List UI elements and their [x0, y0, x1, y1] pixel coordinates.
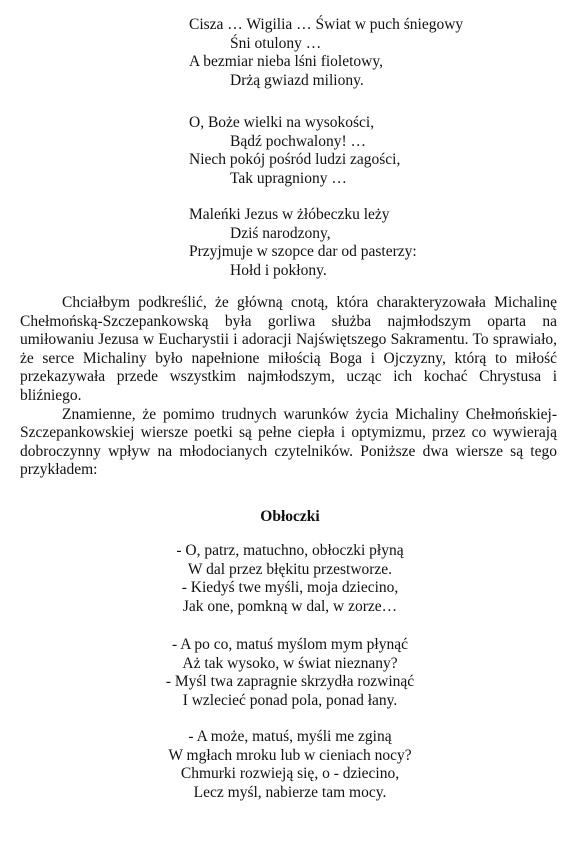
verse-line: W mgłach mroku lub w cieniach nocy?: [168, 746, 412, 764]
verse-line: Aż tak wysoko, w świat nieznany?: [182, 654, 398, 672]
verse-line: - A po co, matuś myślom mym płynąć: [172, 636, 408, 653]
verse-line: - Myśl twa zapragnie skrzydła rozwinąć: [165, 673, 415, 691]
prose-paragraph: Znamienne, że pomimo trudnych warunków życia Michaliny Chełmońskiej-Szczepankowskiej wiersze poetki są pełne ciepła i optymizmu, przez co wywierają dobroczynny wpływ na młodocianych czytelników. Poniższe dwa wiersze są tego przykładem:: [20, 405, 557, 479]
verse-line: Cisza … Wigilia … Świat w puch śniegowy: [189, 16, 464, 33]
verse-line: - Kiedyś twe myśli, moja dziecino,: [181, 579, 399, 597]
verse-line: Lecz myśl, nabierze tam mocy.: [193, 783, 387, 801]
poem-stanza-1: [0, 542, 580, 616]
verse-line: Dziś narodzony,: [230, 224, 331, 242]
verse-line: Przyjmuje w szopce dar od pasterzy:: [189, 243, 417, 261]
verse-line: Jak one, pomkną w dal, w zorze…: [182, 597, 398, 615]
verse-line: O, Boże wielki na wysokości,: [189, 114, 375, 131]
prose-body: [20, 294, 557, 480]
verse-line: A bezmiar nieba lśni fioletowy,: [189, 53, 383, 71]
verse-line: Drżą gwiazd miliony.: [230, 71, 364, 89]
verse-line: Maleńki Jezus w żłóbeczku leży: [189, 206, 390, 223]
verse-line: - O, patrz, matuchno, obłoczki płyną: [176, 542, 404, 559]
poem-stanza-2: [0, 636, 580, 710]
carol-stanza-2: [189, 114, 400, 188]
verse-line: Bądź pochwalony! …: [230, 132, 367, 150]
verse-line: Tak upragniony …: [230, 169, 347, 187]
verse-line: W dal przez błękitu przestworze.: [187, 560, 393, 578]
verse-line: Chmurki rozwieją się, o - dziecino,: [180, 765, 400, 783]
verse-line: Niech pokój pośród ludzi zagości,: [189, 151, 401, 169]
verse-line: I wzlecieć ponad pola, ponad łany.: [182, 691, 398, 709]
poem-stanza-3: [0, 728, 580, 802]
verse-line: - A może, matuś, myśli me zginą: [188, 728, 392, 745]
carol-stanza-1: [189, 16, 463, 90]
carol-stanza-3: [189, 206, 417, 280]
prose-paragraph: Chciałbym podkreślić, że główną cnotą, która charakteryzowała Michalinę Chełmońską-Szczepankowską była gorliwa służba najmłodszym oparta na umiłowaniu Jezusa w Eucharystii i adoracji Najświętszego Sakramentu. To sprawiało, że serce Michaliny było napełnione miłością Boga i Ojczyzny, którą to miłość przekazywała przede wszystkim najmłodszym, ucząc ich kochać Chrystusa i bliźniego.: [20, 294, 557, 404]
verse-line: Hołd i pokłony.: [230, 261, 327, 279]
poem-title: Obłoczki: [260, 508, 320, 525]
verse-line: Śni otulony …: [230, 34, 322, 52]
